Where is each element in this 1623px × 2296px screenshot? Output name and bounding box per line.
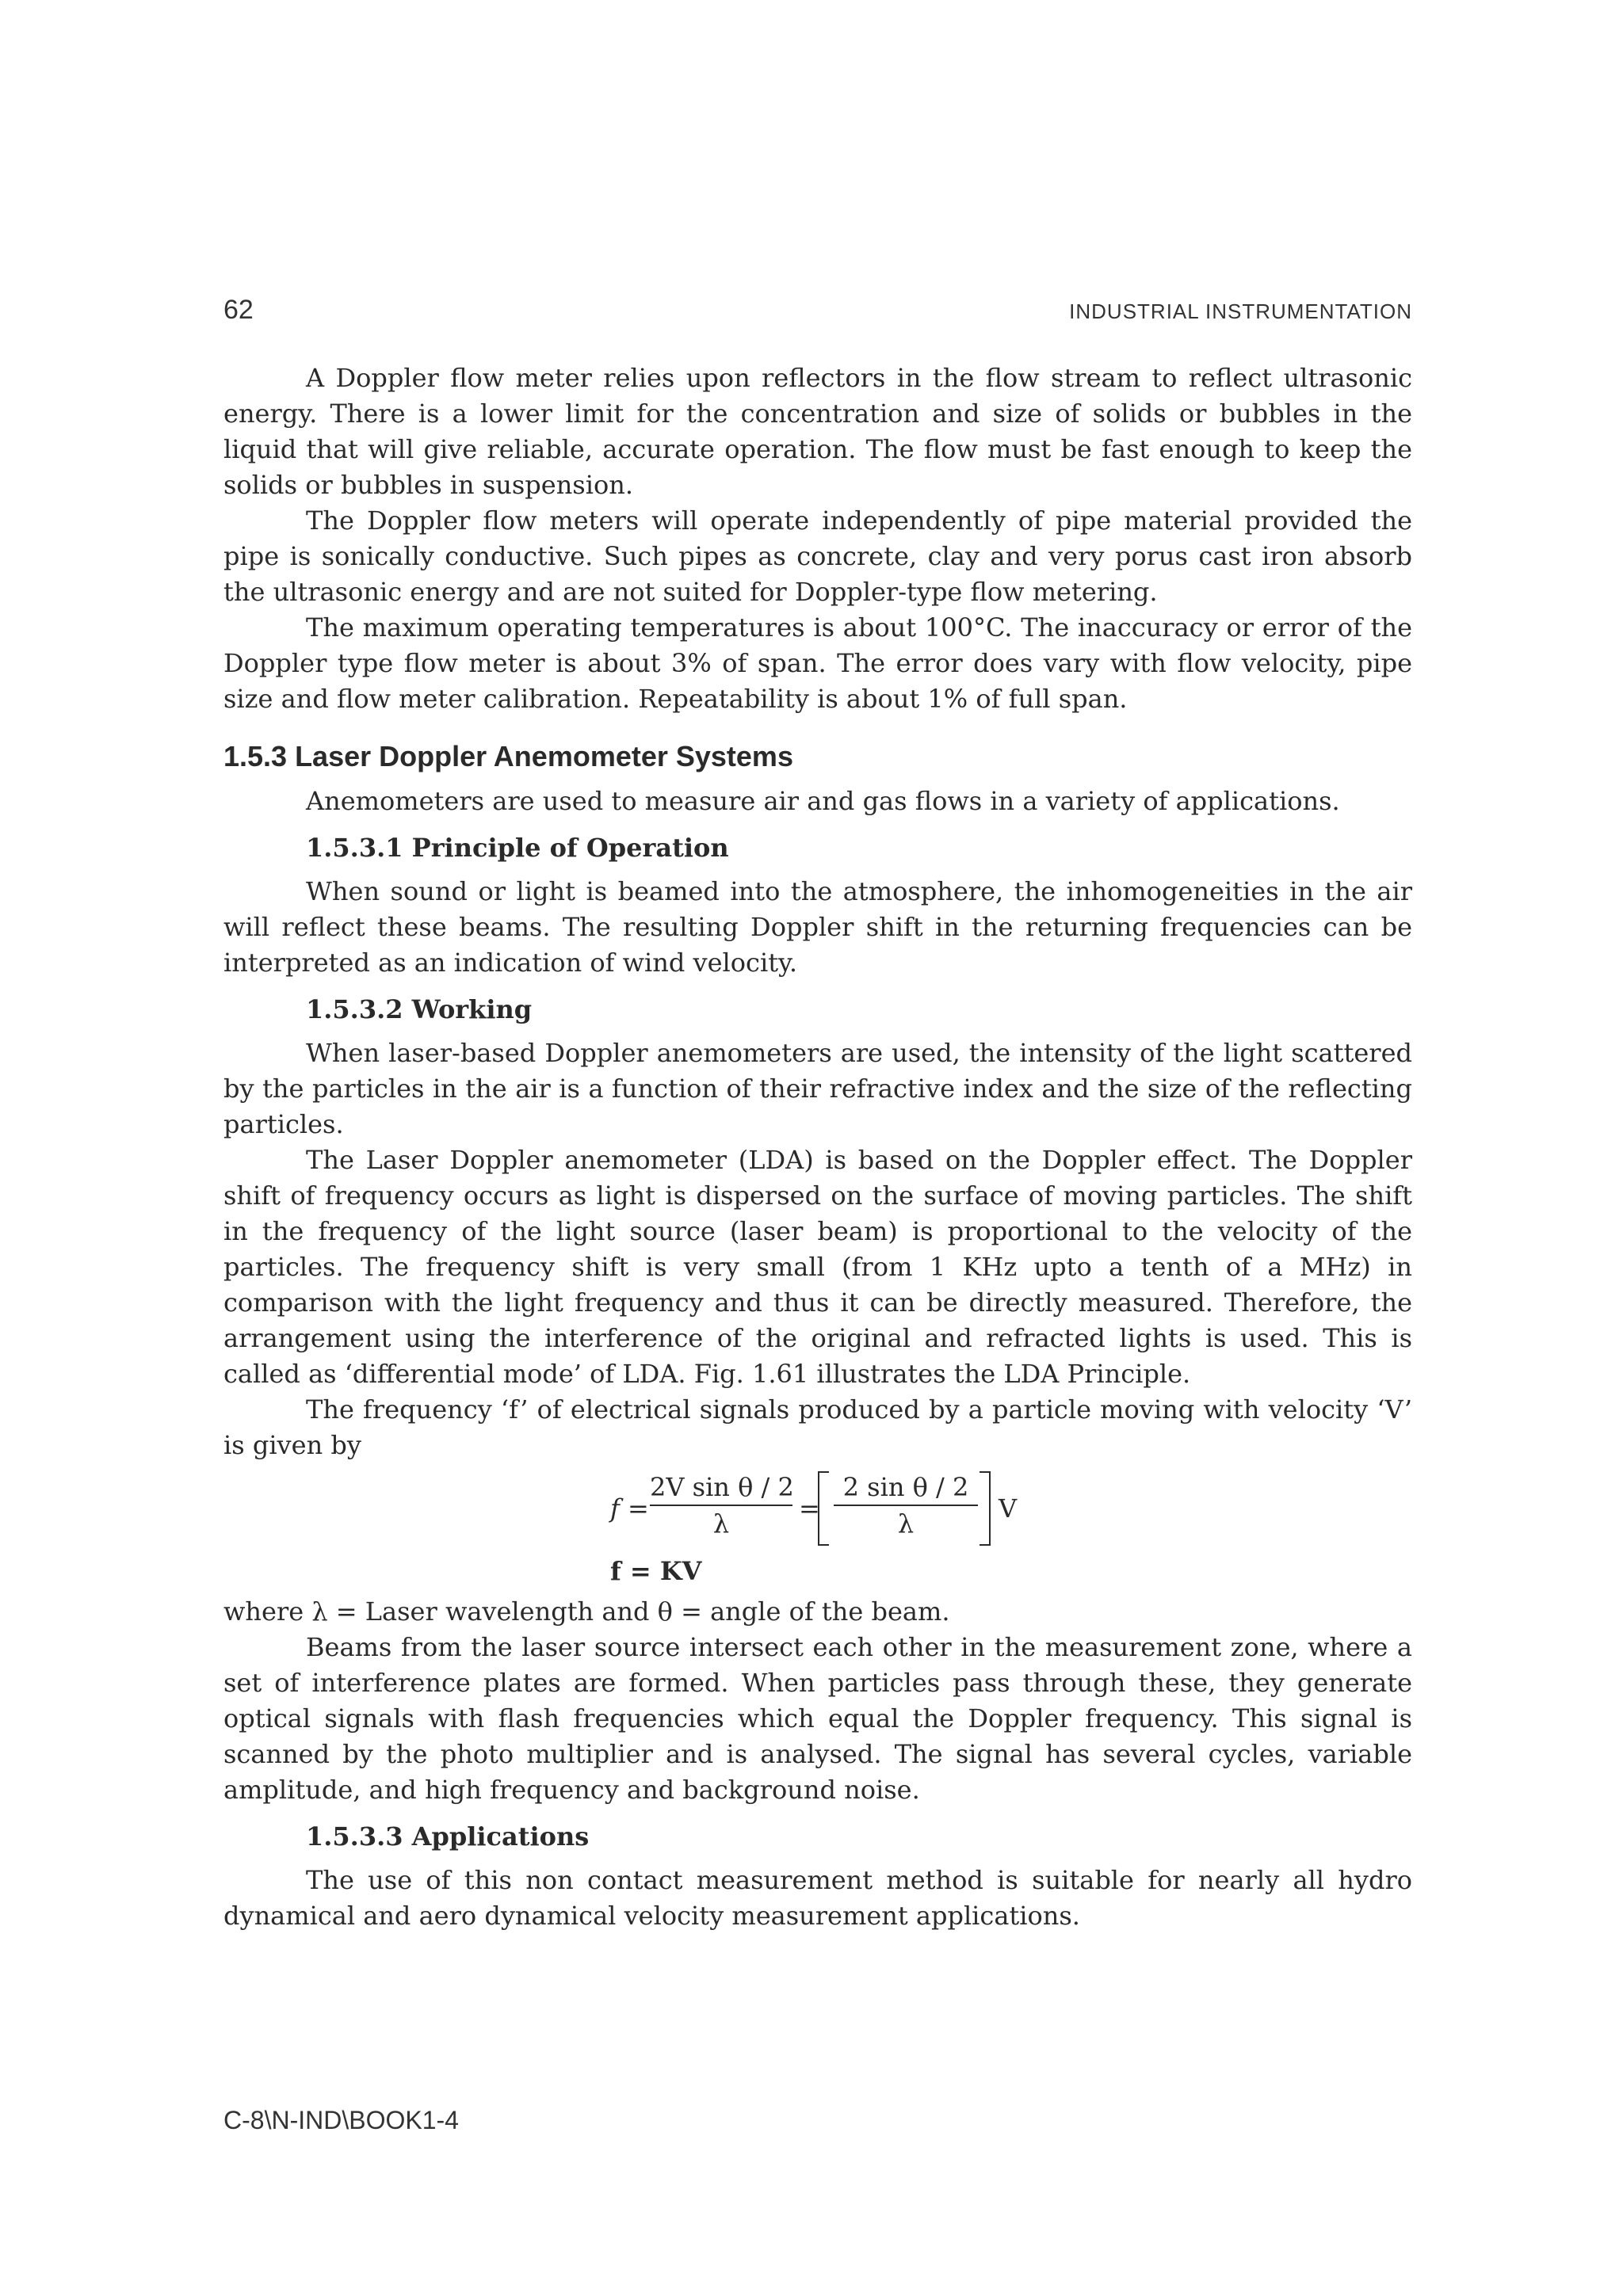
- paragraph-doppler-reflectors: A Doppler flow meter relies upon reflectors in the flow stream to reflect ultrasonic energy. There is a lower limit for the concentration and size of solids or bubbles in the liquid that will give reliable, accurate operation. The flow must be fast enough to keep the solids or bubbles in suspension.: [223, 363, 1412, 500]
- section-heading: 1.5.3 Laser Doppler Anemometer Systems: [223, 740, 793, 772]
- fraction-1-denominator: λ: [712, 1508, 730, 1539]
- subsection-heading-principle: 1.5.3.1 Principle of Operation: [306, 833, 729, 863]
- paragraph-beams: Beams from the laser source intersect each other in the measurement zone, where a set of interference plates are formed. When particles pass through these, they generate optical signals with flash frequencies which equal the Doppler frequency. This signal is scanned by the photo multiplier and is analysed. The signal has several cycles, variable amplitude, and high frequency and background noise.: [223, 1632, 1412, 1805]
- equation-fraction-1: [650, 1470, 792, 1541]
- paragraph-working-3: The frequency ‘f’ of electrical signals produced by a particle moving with velocity ‘V’ is given by: [223, 1394, 1412, 1460]
- running-head: INDUSTRIAL INSTRUMENTATION: [1069, 299, 1412, 323]
- subsection-heading-working: 1.5.3.2 Working: [306, 994, 533, 1024]
- frequency-equation: [223, 1470, 1412, 1549]
- paragraph-working-2: The Laser Doppler anemometer (LDA) is based on the Doppler effect. The Doppler shift of frequency occurs as light is dispersed on the surface of moving particles. The shift in the frequency of the light source (laser beam) is proportional to the velocity of the particles. The frequency shift is very small (from 1 KHz upto a tenth of a MHz) in comparison with the light frequency and thus it can be directly measured. Therefore, the arrangement using the interference of the original and refracted lights is used. This is called as ‘differential mode’ of LDA. Fig. 1.61 illustrates the LDA Principle.: [223, 1145, 1412, 1389]
- equation-fraction-2: [834, 1470, 978, 1541]
- equation-equals-2: =: [799, 1493, 820, 1524]
- fraction-2-denominator: λ: [897, 1508, 915, 1539]
- paragraph-working-1: When laser-based Doppler anemometers are used, the intensity of the light scattered by the particles in the air is a function of their refractive index and the size of the reflecting particles.: [223, 1038, 1412, 1139]
- equation-result: f = KV: [610, 1556, 702, 1586]
- right-bracket: [980, 1471, 991, 1546]
- paragraph-anemometers-intro: Anemometers are used to measure air and gas flows in a variety of applications.: [306, 786, 1340, 816]
- paragraph-principle: When sound or light is beamed into the atmosphere, the inhomogeneities in the air will reflect these beams. The resulting Doppler shift in the returning frequencies can be interpreted as an indication of wind velocity.: [223, 876, 1412, 978]
- paragraph-temperature-accuracy: The maximum operating temperatures is about 100°C. The inaccuracy or error of the Doppler type flow meter is about 3% of span. The error does vary with flow velocity, pipe size and flow meter calibration. Repeatability is about 1% of full span.: [223, 612, 1412, 714]
- paragraph-pipe-material: The Doppler flow meters will operate independently of pipe material provided the pipe is sonically conductive. Such pipes as concrete, clay and very porus cast iron absorb the ultrasonic energy and are not suited for Doppler-type flow metering.: [223, 505, 1412, 607]
- page-header: [223, 295, 1412, 334]
- subsection-heading-applications: 1.5.3.3 Applications: [306, 1821, 590, 1852]
- equation-velocity: V: [999, 1493, 1018, 1524]
- equation-equals-1: =: [628, 1493, 649, 1524]
- footer-code: C-8\N-IND\BOOK1-4: [223, 2106, 459, 2134]
- left-bracket: [818, 1471, 829, 1546]
- equation-lhs: f: [610, 1493, 620, 1524]
- page-number: 62: [223, 295, 254, 325]
- fraction-2-numerator: 2 sin θ / 2: [842, 1472, 969, 1502]
- paragraph-applications: The use of this non contact measurement method is suitable for nearly all hydro dynamical and aero dynamical velocity measurement applications.: [223, 1865, 1412, 1931]
- fraction-1-numerator: 2V sin θ / 2: [650, 1472, 794, 1502]
- paragraph-where: where λ = Laser wavelength and θ = angle of the beam.: [223, 1596, 950, 1627]
- page-body: [223, 360, 1412, 1934]
